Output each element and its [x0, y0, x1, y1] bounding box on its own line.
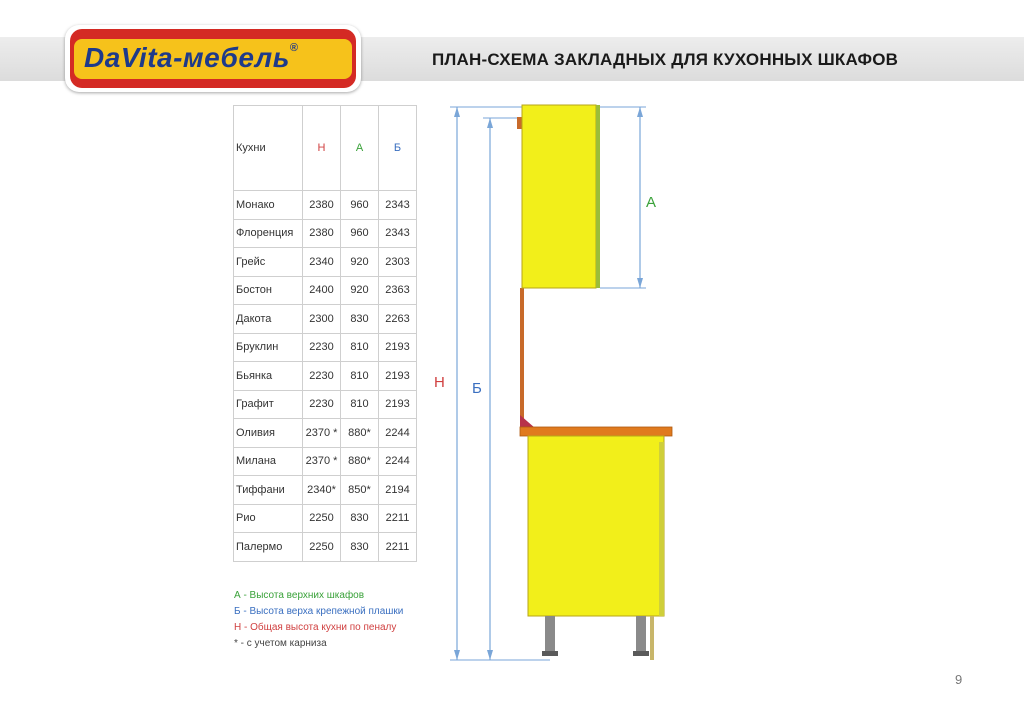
wall-panel — [520, 288, 524, 428]
cell-b: 2211 — [379, 504, 417, 533]
registered-mark: ® — [289, 42, 299, 54]
cell-kitchen-name: Графит — [234, 390, 303, 419]
page-title: ПЛАН-СХЕМА ЗАКЛАДНЫХ ДЛЯ КУХОННЫХ ШКАФОВ — [432, 50, 899, 69]
cabinet-leg-right — [633, 616, 649, 656]
cell-h: 2380 — [303, 191, 341, 220]
cell-h: 2340* — [303, 476, 341, 505]
header-b: Б — [379, 106, 417, 191]
logo-text: DaVita-мебель — [84, 42, 290, 73]
cell-a: 810 — [341, 333, 379, 362]
brand-logo — [65, 25, 361, 92]
backsplash-joint — [520, 415, 535, 428]
label-h: Н — [434, 374, 445, 391]
cell-kitchen-name: Грейс — [234, 248, 303, 277]
cell-a: 830 — [341, 305, 379, 334]
cell-kitchen-name: Бруклин — [234, 333, 303, 362]
cabinet-diagram — [420, 95, 700, 670]
cell-b: 2193 — [379, 333, 417, 362]
cell-h: 2340 — [303, 248, 341, 277]
cell-b: 2244 — [379, 419, 417, 448]
cell-a: 830 — [341, 533, 379, 562]
table-row — [234, 276, 417, 305]
cell-a: 880* — [341, 447, 379, 476]
cell-kitchen-name: Бьянка — [234, 362, 303, 391]
cell-h: 2230 — [303, 333, 341, 362]
dimension-line-b — [483, 118, 518, 660]
dimension-line-a — [600, 107, 646, 288]
table-row — [234, 476, 417, 505]
table-row — [234, 191, 417, 220]
label-a: А — [646, 194, 657, 211]
cell-b: 2193 — [379, 390, 417, 419]
mounting-plank — [517, 117, 522, 129]
cell-h: 2230 — [303, 390, 341, 419]
table-row — [234, 248, 417, 277]
cell-a: 960 — [341, 191, 379, 220]
countertop — [520, 427, 672, 436]
cell-kitchen-name: Тиффани — [234, 476, 303, 505]
table-row — [234, 447, 417, 476]
cell-b: 2303 — [379, 248, 417, 277]
cell-h: 2370 * — [303, 419, 341, 448]
cell-b: 2193 — [379, 362, 417, 391]
cell-kitchen-name: Дакота — [234, 305, 303, 334]
cell-b: 2343 — [379, 219, 417, 248]
label-b: Б — [472, 380, 482, 397]
cell-a: 830 — [341, 504, 379, 533]
upper-cabinet — [522, 105, 600, 288]
kitchen-dimensions-table — [233, 105, 417, 562]
cell-a: 960 — [341, 219, 379, 248]
legend-h: Н - Общая высота кухни по пеналу — [234, 622, 397, 633]
cell-kitchen-name: Палермо — [234, 533, 303, 562]
cell-h: 2250 — [303, 504, 341, 533]
cell-a: 810 — [341, 362, 379, 391]
cell-b: 2194 — [379, 476, 417, 505]
cell-kitchen-name: Бостон — [234, 276, 303, 305]
cell-kitchen-name: Монако — [234, 191, 303, 220]
legend-b: Б - Высота верха крепежной плашки — [234, 606, 404, 617]
table-row — [234, 390, 417, 419]
table-row — [234, 533, 417, 562]
table-row — [234, 504, 417, 533]
legend-note: * - с учетом карниза — [234, 638, 327, 649]
cell-a: 880* — [341, 419, 379, 448]
legend — [234, 588, 403, 652]
header-kitchens: Кухни — [234, 106, 303, 191]
cell-kitchen-name: Оливия — [234, 419, 303, 448]
cell-b: 2263 — [379, 305, 417, 334]
table-header-row — [234, 106, 417, 191]
table-row — [234, 362, 417, 391]
cell-h: 2230 — [303, 362, 341, 391]
cell-b: 2244 — [379, 447, 417, 476]
legend-a: А - Высота верхних шкафов — [234, 590, 365, 601]
cell-a: 920 — [341, 248, 379, 277]
header-a: А — [341, 106, 379, 191]
cell-kitchen-name: Рио — [234, 504, 303, 533]
page-number: 9 — [955, 672, 963, 687]
cell-kitchen-name: Флоренция — [234, 219, 303, 248]
cell-h: 2250 — [303, 533, 341, 562]
cell-kitchen-name: Милана — [234, 447, 303, 476]
table-row — [234, 419, 417, 448]
header-h: Н — [303, 106, 341, 191]
cell-b: 2343 — [379, 191, 417, 220]
table-row — [234, 305, 417, 334]
cell-b: 2211 — [379, 533, 417, 562]
plinth-strip — [650, 616, 654, 660]
table-row — [234, 333, 417, 362]
cell-h: 2300 — [303, 305, 341, 334]
cell-a: 920 — [341, 276, 379, 305]
table-row — [234, 219, 417, 248]
cell-h: 2400 — [303, 276, 341, 305]
cell-b: 2363 — [379, 276, 417, 305]
cell-a: 850* — [341, 476, 379, 505]
cabinet-leg-left — [542, 616, 558, 656]
cell-a: 810 — [341, 390, 379, 419]
lower-cabinet — [528, 436, 664, 616]
cell-h: 2380 — [303, 219, 341, 248]
cell-h: 2370 * — [303, 447, 341, 476]
